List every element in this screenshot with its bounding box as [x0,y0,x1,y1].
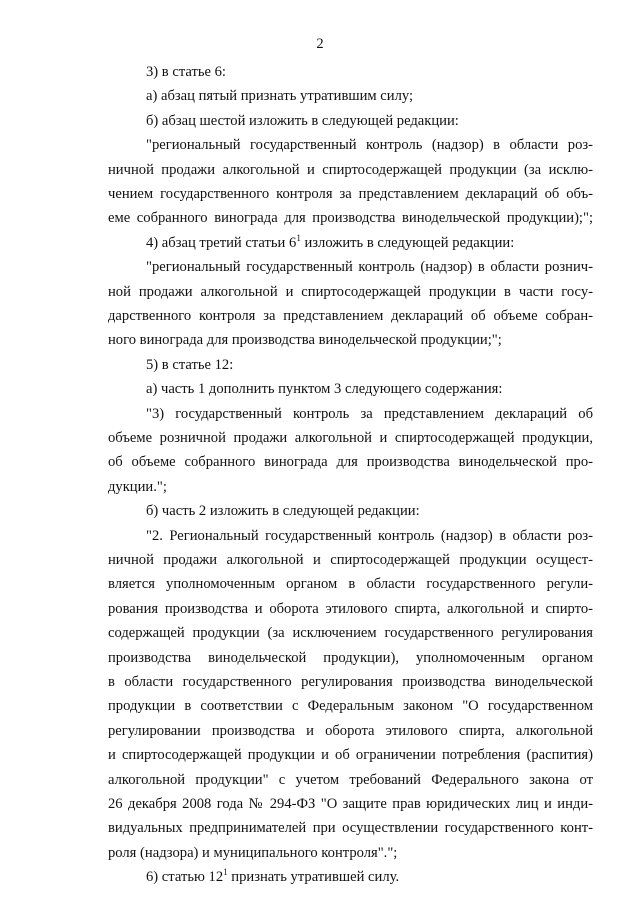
text-fragment: изложить в следующей редакции: [300,234,515,251]
page-number: 2 [316,36,324,52]
text-line: ной продажи алкогольной и спиртосодержащей продукции в части госу- [108,283,593,300]
text-line: ничной продажи алкогольной и спиртосодержащей продукции осущест- [108,552,593,568]
superscript: 1 [223,867,228,878]
text-line: видуальных предпринимателей при осуществлении государственного конт- [108,820,593,837]
superscript: 1 [296,232,301,243]
text-line: в области государственного регулирования производства винодельческой [108,674,593,690]
text-line: регулировании производства и оборота этилового спирта, алкогольной [108,722,593,739]
text-line: б) абзац шестой изложить в следующей редакции: [146,112,459,129]
text-line: дарственного контроля за представлением деклараций об объеме собран- [108,308,593,324]
text-line: 3) в статье 6: [146,64,226,80]
text-line: "3) государственный контроль за представлением деклараций об [146,405,593,422]
text-line: продукции в соответствии с Федеральным законом "О государственном [108,698,593,715]
text-line: содержащей продукции (за исключением государственного регулирования [108,625,593,642]
text-line: дукции."; [108,478,167,495]
text-line [146,869,399,886]
text-line: "2. Региональный государственный контроль (надзор) в области роз- [146,527,593,544]
text-line: 26 декабря 2008 года № 294-ФЗ "О защите прав юридических лиц и инди- [108,796,593,812]
text-fragment: 6) статью 12 [146,869,224,886]
text-line: роля (надзора) и муниципального контроля"."; [108,844,398,861]
text-line: ного винограда для производства винодельческой продукции;"; [108,332,502,349]
text-line: об объеме собранного винограда для производства винодельческой про- [108,454,593,471]
text-line: ничной продажи алкогольной и спиртосодержащей продукции (за исклю- [108,161,593,178]
text-fragment: признать утратившей силу. [227,869,400,886]
text-line: еме собранного винограда для производства винодельческой продукции);"; [108,210,593,227]
text-line: 5) в статье 12: [146,356,234,373]
text-line: чением государственного контроля за представлением деклараций об объ- [108,186,593,202]
text-line: вляется уполномоченным органом в области государственного регули- [108,576,593,593]
text-fragment: 4) абзац третий статьи 6 [146,234,297,251]
text-line: а) абзац пятый признать утратившим силу; [146,88,414,105]
text-line: и спиртосодержащей продукции и об ограничении потребления (распития) [108,747,593,764]
text-line: а) часть 1 дополнить пунктом 3 следующего содержания: [146,381,503,398]
text-line [146,232,515,252]
text-line: рования производства и оборота этилового спирта, алкогольной и спирто- [108,600,593,617]
text-line: "региональный государственный контроль (надзор) в области рознич- [146,259,593,276]
text-line: б) часть 2 изложить в следующей редакции: [146,503,420,520]
text-line: объеме розничной продажи алкогольной и спиртосодержащей продукции, [108,430,593,446]
text-line: производства винодельческой продукции), уполномоченным органом [108,649,593,666]
text-line: алкогольной продукции" с учетом требований Федерального закона от [108,771,593,788]
text-line: "региональный государственный контроль (надзор) в области роз- [146,137,593,154]
